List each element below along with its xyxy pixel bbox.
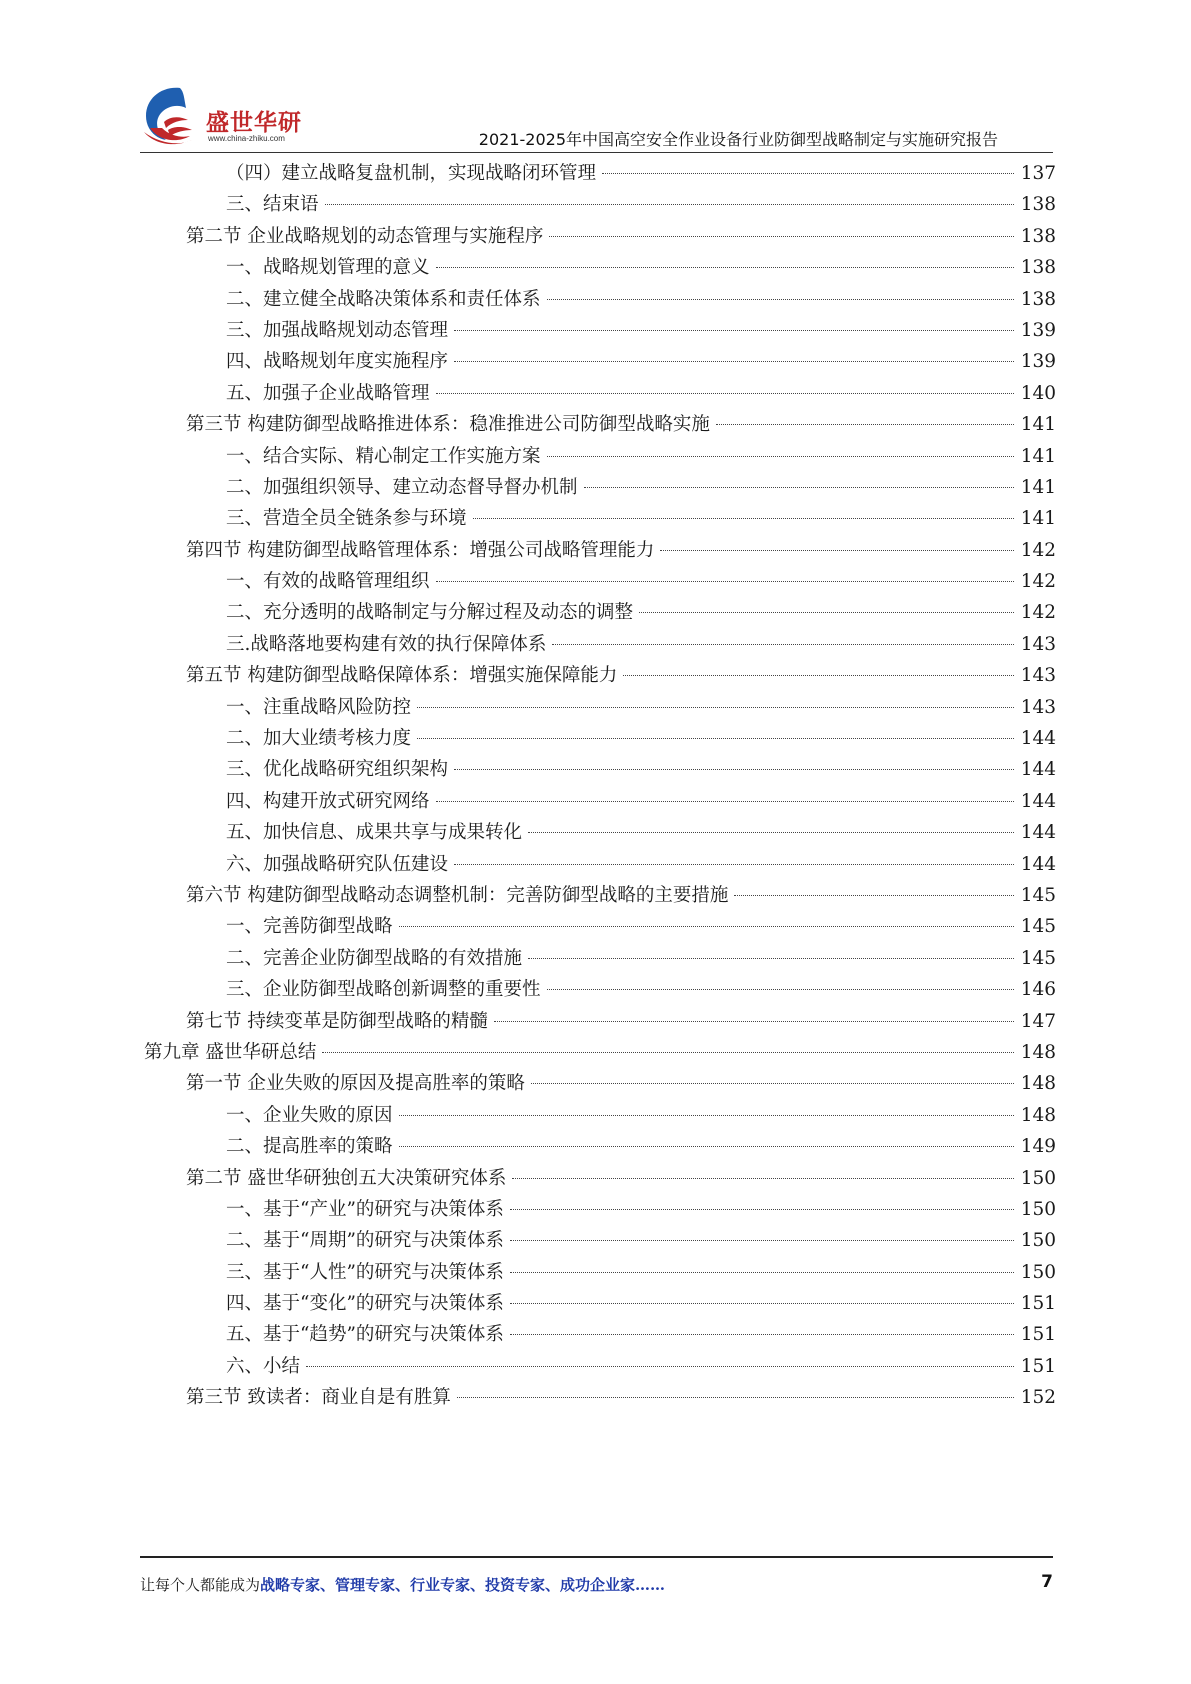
toc-entry[interactable] xyxy=(0,1131,1056,1162)
toc-entry[interactable] xyxy=(0,189,1056,220)
toc-entry-label: 第一节 企业失败的原因及提高胜率的策略 xyxy=(186,1073,525,1095)
toc-entry-page: 145 xyxy=(1020,884,1056,906)
toc-dot-leader xyxy=(510,1334,1014,1335)
toc-entry[interactable] xyxy=(0,974,1056,1005)
toc-entry-label: 第二节 企业战略规划的动态管理与实施程序 xyxy=(186,225,544,247)
toc-entry-label: 三、加强战略规划动态管理 xyxy=(226,319,449,341)
toc-dot-leader xyxy=(547,456,1014,457)
toc-dot-leader xyxy=(584,487,1014,488)
toc-entry[interactable] xyxy=(0,1382,1056,1413)
toc-entry-label: 五、加强子企业战略管理 xyxy=(226,382,430,404)
toc-entry[interactable] xyxy=(0,754,1056,785)
toc-dot-leader xyxy=(510,1272,1014,1273)
toc-dot-leader xyxy=(436,393,1014,394)
toc-entry-label: 三、结束语 xyxy=(226,194,319,216)
toc-entry-label: 二、充分透明的战略制定与分解过程及动态的调整 xyxy=(226,602,634,624)
toc-dot-leader xyxy=(660,550,1014,551)
toc-entry-page: 141 xyxy=(1020,445,1056,467)
toc-entry-page: 145 xyxy=(1020,916,1056,938)
header-divider xyxy=(140,152,1053,153)
toc-entry-label: 二、建立健全战略决策体系和责任体系 xyxy=(226,288,541,310)
toc-entry[interactable] xyxy=(0,1163,1056,1194)
toc-entry-label: 一、战略规划管理的意义 xyxy=(226,257,430,279)
toc-entry[interactable] xyxy=(0,1257,1056,1288)
toc-dot-leader xyxy=(399,1115,1014,1116)
toc-entry[interactable] xyxy=(0,660,1056,691)
toc-entry-label: 第二节 盛世华研独创五大决策研究体系 xyxy=(186,1167,507,1189)
toc-entry-page: 143 xyxy=(1020,696,1056,718)
toc-entry-label: 第三节 致读者：商业自是有胜算 xyxy=(186,1387,451,1409)
toc-entry-label: 二、完善企业防御型战略的有效措施 xyxy=(226,947,523,969)
toc-entry[interactable] xyxy=(0,221,1056,252)
toc-entry[interactable] xyxy=(0,503,1056,534)
toc-dot-leader xyxy=(547,989,1014,990)
logo-name: 盛世华研 xyxy=(206,110,302,136)
toc-entry[interactable] xyxy=(0,158,1056,189)
toc-dot-leader xyxy=(454,864,1014,865)
toc-dot-leader xyxy=(322,1052,1014,1053)
footer-slogan-highlight: 战略专家、管理专家、行业专家、投资专家、成功企业家…… xyxy=(260,1576,666,1594)
toc-dot-leader xyxy=(325,204,1014,205)
report-title: 2021-2025年中国高空安全作业设备行业防御型战略制定与实施研究报告 xyxy=(478,130,998,149)
toc-dot-leader xyxy=(716,424,1014,425)
toc-entry-page: 141 xyxy=(1020,508,1056,530)
toc-dot-leader xyxy=(399,926,1014,927)
toc-entry-page: 151 xyxy=(1020,1293,1056,1315)
toc-entry-page: 147 xyxy=(1020,1010,1056,1032)
toc-dot-leader xyxy=(602,173,1014,174)
toc-entry[interactable] xyxy=(0,1225,1056,1256)
toc-dot-leader xyxy=(639,612,1014,613)
toc-dot-leader xyxy=(436,801,1014,802)
toc-entry-label: 第六节 构建防御型战略动态调整机制：完善防御型战略的主要措施 xyxy=(186,884,729,906)
toc-entry-label: 三、企业防御型战略创新调整的重要性 xyxy=(226,979,541,1001)
toc-dot-leader xyxy=(531,1083,1014,1084)
toc-entry[interactable] xyxy=(0,817,1056,848)
toc-dot-leader xyxy=(306,1366,1014,1367)
toc-dot-leader xyxy=(552,644,1014,645)
toc-entry-label: 第七节 持续变革是防御型战略的精髓 xyxy=(186,1010,488,1032)
toc-entry-label: 二、加大业绩考核力度 xyxy=(226,728,412,750)
toc-dot-leader xyxy=(510,1240,1014,1241)
toc-entry[interactable] xyxy=(0,1194,1056,1225)
toc-entry[interactable] xyxy=(0,535,1056,566)
company-logo xyxy=(140,82,310,152)
toc-entry-page: 143 xyxy=(1020,633,1056,655)
toc-entry-page: 151 xyxy=(1020,1324,1056,1346)
toc-entry-label: 二、加强组织领导、建立动态督导督办机制 xyxy=(226,476,578,498)
toc-entry-page: 138 xyxy=(1020,225,1056,247)
toc-entry-page: 138 xyxy=(1020,257,1056,279)
toc-dot-leader xyxy=(623,675,1014,676)
toc-entry-page: 150 xyxy=(1020,1198,1056,1220)
toc-entry-page: 148 xyxy=(1020,1104,1056,1126)
toc-entry-page: 152 xyxy=(1020,1387,1056,1409)
toc-entry[interactable] xyxy=(0,943,1056,974)
toc-entry-label: 第三节 构建防御型战略推进体系：稳准推进公司防御型战略实施 xyxy=(186,414,710,436)
toc-entry[interactable] xyxy=(0,1068,1056,1099)
toc-dot-leader xyxy=(454,361,1014,362)
toc-entry-label: 第九章 盛世华研总结 xyxy=(144,1041,317,1063)
toc-dot-leader xyxy=(454,330,1014,331)
toc-entry-label: 三、营造全员全链条参与环境 xyxy=(226,508,467,530)
page-header xyxy=(0,0,1191,160)
toc-dot-leader xyxy=(399,1146,1014,1147)
toc-entry-label: 五、加快信息、成果共享与成果转化 xyxy=(226,822,523,844)
toc-entry-page: 146 xyxy=(1020,979,1056,1001)
toc-entry-page: 144 xyxy=(1020,822,1056,844)
toc-entry-label: 第五节 构建防御型战略保障体系：增强实施保障能力 xyxy=(186,665,618,687)
toc-entry-label: 二、提高胜率的策略 xyxy=(226,1136,393,1158)
toc-entry[interactable] xyxy=(0,346,1056,377)
page-number: 7 xyxy=(1041,1572,1053,1592)
toc-dot-leader xyxy=(473,518,1014,519)
toc-entry[interactable] xyxy=(0,911,1056,942)
toc-entry-label: （四）建立战略复盘机制，实现战略闭环管理 xyxy=(226,163,597,184)
toc-entry[interactable] xyxy=(0,1037,1056,1068)
toc-entry-label: 一、注重战略风险防控 xyxy=(226,696,412,718)
toc-entry-page: 137 xyxy=(1020,163,1056,184)
toc-dot-leader xyxy=(734,895,1014,896)
toc-entry-page: 138 xyxy=(1020,288,1056,310)
toc-entry-label: 三、基于“人性”的研究与决策体系 xyxy=(226,1261,504,1283)
toc-dot-leader xyxy=(547,299,1014,300)
toc-dot-leader xyxy=(528,958,1014,959)
toc-entry-label: 三、优化战略研究组织架构 xyxy=(226,759,449,781)
toc-entry-page: 150 xyxy=(1020,1261,1056,1283)
toc-entry-page: 143 xyxy=(1020,665,1056,687)
logo-url: www.china-zhiku.com xyxy=(208,134,285,143)
toc-entry-page: 145 xyxy=(1020,947,1056,969)
footer-slogan-prefix: 让每个人都能成为 xyxy=(140,1576,261,1594)
logo-emblem-icon xyxy=(140,82,206,148)
toc-entry-label: 第四节 构建防御型战略管理体系：增强公司战略管理能力 xyxy=(186,539,655,561)
toc-entry[interactable] xyxy=(0,849,1056,880)
toc-entry-page: 149 xyxy=(1020,1136,1056,1158)
toc-entry-page: 142 xyxy=(1020,539,1056,561)
toc-entry[interactable] xyxy=(0,692,1056,723)
toc-entry-page: 150 xyxy=(1020,1167,1056,1189)
toc-entry-page: 150 xyxy=(1020,1230,1056,1252)
toc-entry-label: 二、基于“周期”的研究与决策体系 xyxy=(226,1230,504,1252)
toc-entry-label: 五、基于“趋势”的研究与决策体系 xyxy=(226,1324,504,1346)
toc-entry-page: 151 xyxy=(1020,1355,1056,1377)
toc-entry[interactable] xyxy=(0,597,1056,628)
toc-entry[interactable] xyxy=(0,1351,1056,1382)
toc-dot-leader xyxy=(510,1209,1014,1210)
toc-entry-label: 三.战略落地要构建有效的执行保障体系 xyxy=(226,633,547,655)
toc-entry-label: 六、小结 xyxy=(226,1355,301,1377)
toc-dot-leader xyxy=(454,769,1014,770)
page-footer xyxy=(140,1574,1053,1600)
toc-entry[interactable] xyxy=(0,1319,1056,1350)
toc-entry[interactable] xyxy=(0,1100,1056,1131)
toc-entry-label: 一、结合实际、精心制定工作实施方案 xyxy=(226,445,541,467)
toc-dot-leader xyxy=(549,236,1014,237)
toc-entry[interactable] xyxy=(0,566,1056,597)
toc-dot-leader xyxy=(528,832,1014,833)
toc-entry[interactable] xyxy=(0,723,1056,754)
toc-dot-leader xyxy=(417,738,1014,739)
toc-dot-leader xyxy=(512,1178,1014,1179)
toc-entry-page: 144 xyxy=(1020,853,1056,875)
toc-entry-label: 一、有效的战略管理组织 xyxy=(226,571,430,593)
toc-entry-page: 148 xyxy=(1020,1073,1056,1095)
toc-dot-leader xyxy=(417,707,1014,708)
toc-entry[interactable] xyxy=(0,315,1056,346)
footer-divider xyxy=(140,1556,1053,1558)
toc-entry-page: 139 xyxy=(1020,319,1056,341)
toc-entry-label: 一、完善防御型战略 xyxy=(226,916,393,938)
toc-dot-leader xyxy=(510,1303,1014,1304)
toc-entry-label: 四、战略规划年度实施程序 xyxy=(226,351,449,373)
toc-entry-page: 144 xyxy=(1020,728,1056,750)
toc-entry-page: 148 xyxy=(1020,1041,1056,1063)
toc-entry-page: 140 xyxy=(1020,382,1056,404)
toc-entry[interactable] xyxy=(0,252,1056,283)
toc-entry-label: 一、企业失败的原因 xyxy=(226,1104,393,1126)
toc-entry[interactable] xyxy=(0,441,1056,472)
toc-entry[interactable] xyxy=(0,1288,1056,1319)
toc-dot-leader xyxy=(436,581,1014,582)
toc-dot-leader xyxy=(457,1397,1014,1398)
toc-entry-page: 141 xyxy=(1020,414,1056,436)
toc-entry[interactable] xyxy=(0,472,1056,503)
toc-entry-page: 142 xyxy=(1020,571,1056,593)
toc-entry[interactable] xyxy=(0,284,1056,315)
table-of-contents xyxy=(0,158,1191,1414)
toc-entry-page: 144 xyxy=(1020,790,1056,812)
toc-entry[interactable] xyxy=(0,1006,1056,1037)
toc-entry-page: 142 xyxy=(1020,602,1056,624)
toc-entry-label: 六、加强战略研究队伍建设 xyxy=(226,853,449,875)
toc-entry-page: 139 xyxy=(1020,351,1056,373)
toc-entry-page: 138 xyxy=(1020,194,1056,216)
toc-entry[interactable] xyxy=(0,378,1056,409)
toc-entry-page: 141 xyxy=(1020,476,1056,498)
toc-entry[interactable] xyxy=(0,880,1056,911)
toc-entry-label: 四、构建开放式研究网络 xyxy=(226,790,430,812)
toc-entry[interactable] xyxy=(0,409,1056,440)
toc-entry-page: 144 xyxy=(1020,759,1056,781)
toc-dot-leader xyxy=(436,267,1014,268)
toc-entry-label: 一、基于“产业”的研究与决策体系 xyxy=(226,1198,504,1220)
toc-entry[interactable] xyxy=(0,629,1056,660)
toc-dot-leader xyxy=(494,1021,1014,1022)
toc-entry[interactable] xyxy=(0,786,1056,817)
toc-entry-label: 四、基于“变化”的研究与决策体系 xyxy=(226,1293,504,1315)
